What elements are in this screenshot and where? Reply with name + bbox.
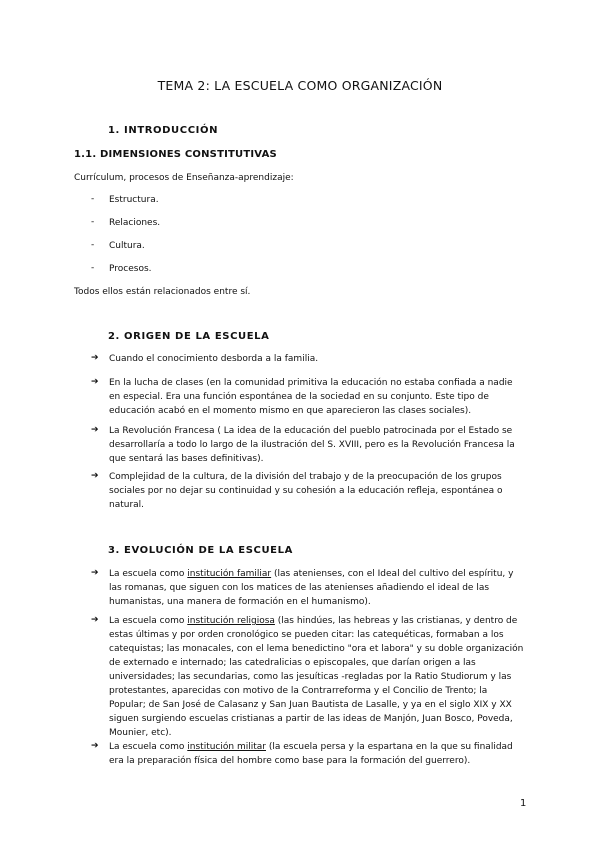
dash-bullet: - — [91, 263, 95, 273]
list-item: La escuela como institución militar (la escuela persa y la espartana en la que su finalidad era la preparación física del hombre como base para la formación del guerrero). — [109, 742, 513, 766]
underlined-term: institución religiosa — [187, 616, 275, 626]
list-item: En la lucha de clases (en la comunidad primitiva la educación no estaba confiada a nadie en especial. Era una función espontánea de la sociedad en su conjunto. Este tipo de educación acabó en el momento mismo en que aparecieron las clases sociales). — [109, 378, 513, 416]
dash-bullet: - — [91, 194, 95, 204]
section-1-intro: Currículum, procesos de Enseñanza-aprendizaje: — [74, 173, 294, 183]
list-item: La Revolución Francesa ( La idea de la educación del pueblo patrocinada por el Estado se desarrollaría a todo lo largo de la ilustración del S. XVIII, pero es la Revolución Francesa la que sentará las bases definitivas). — [109, 426, 515, 464]
arrow-bullet-icon: ➔ — [91, 471, 99, 481]
arrow-bullet-icon: ➔ — [91, 425, 99, 435]
list-item: La escuela como institución familiar (las atenienses, con el Ideal del cultivo del espíritu, y las romanas, que siguen con los matices de las atenienses añadiendo el ideal de las humanistas, una manera de formación en el humanismo). — [109, 569, 514, 607]
arrow-bullet-icon: ➔ — [91, 353, 99, 363]
section-1-heading: 1. INTRODUCCIÓN — [108, 125, 219, 136]
list-item: Relaciones. — [109, 218, 161, 228]
list-item: Complejidad de la cultura, de la división del trabajo y de la preocupación de los grupos sociales por no dejar su continuidad y su cohesión a la educación refleja, espontánea o natural. — [109, 472, 503, 510]
arrow-bullet-icon: ➔ — [91, 568, 99, 578]
list-item: Procesos. — [109, 264, 152, 274]
section-1-closing: Todos ellos están relacionados entre sí. — [74, 287, 251, 297]
dash-bullet: - — [91, 217, 95, 227]
section-2-heading: 2. ORIGEN DE LA ESCUELA — [108, 331, 270, 342]
arrow-bullet-icon: ➔ — [91, 377, 99, 387]
arrow-bullet-icon: ➔ — [91, 741, 99, 751]
underlined-term: institución militar — [187, 742, 266, 752]
subsection-1-1-heading: 1.1. DIMENSIONES CONSTITUTIVAS — [74, 149, 277, 160]
list-item: La escuela como institución religiosa (las hindúes, las hebreas y las cristianas, y dentro de estas últimas y por orden cronológico se pueden citar: las catequéticas, formaban a los catequistas; las monacales, con el lema benedictino "ora et labora" y su doble organización de externado e internado; las catedralicias o episcopales, que darían origen a las universidades; las secundarias, como las jesuíticas -regladas por la Ratio Studiorum y las protestantes, aparecidas con motivo de la Contrarreforma y el Concilio de Trento; la Popular; de San José de Calasanz y San Juan Bautista de Lasalle, y ya en el siglo XIX y XX siguen surgiendo escuelas cristianas a partir de las ideas de Manjón, Juan Bosco, Poveda, Mounier, etc). — [109, 616, 524, 738]
list-item: Estructura. — [109, 195, 159, 205]
arrow-bullet-icon: ➔ — [91, 615, 99, 625]
section-3-heading: 3. EVOLUCIÓN DE LA ESCUELA — [108, 545, 293, 556]
list-item: Cuando el conocimiento desborda a la familia. — [109, 354, 319, 364]
underlined-term: institución familiar — [187, 569, 272, 579]
page-number: 1 — [520, 798, 527, 809]
dash-bullet: - — [91, 240, 95, 250]
document-title: TEMA 2: LA ESCUELA COMO ORGANIZACIÓN — [157, 78, 443, 93]
list-item: Cultura. — [109, 241, 145, 251]
